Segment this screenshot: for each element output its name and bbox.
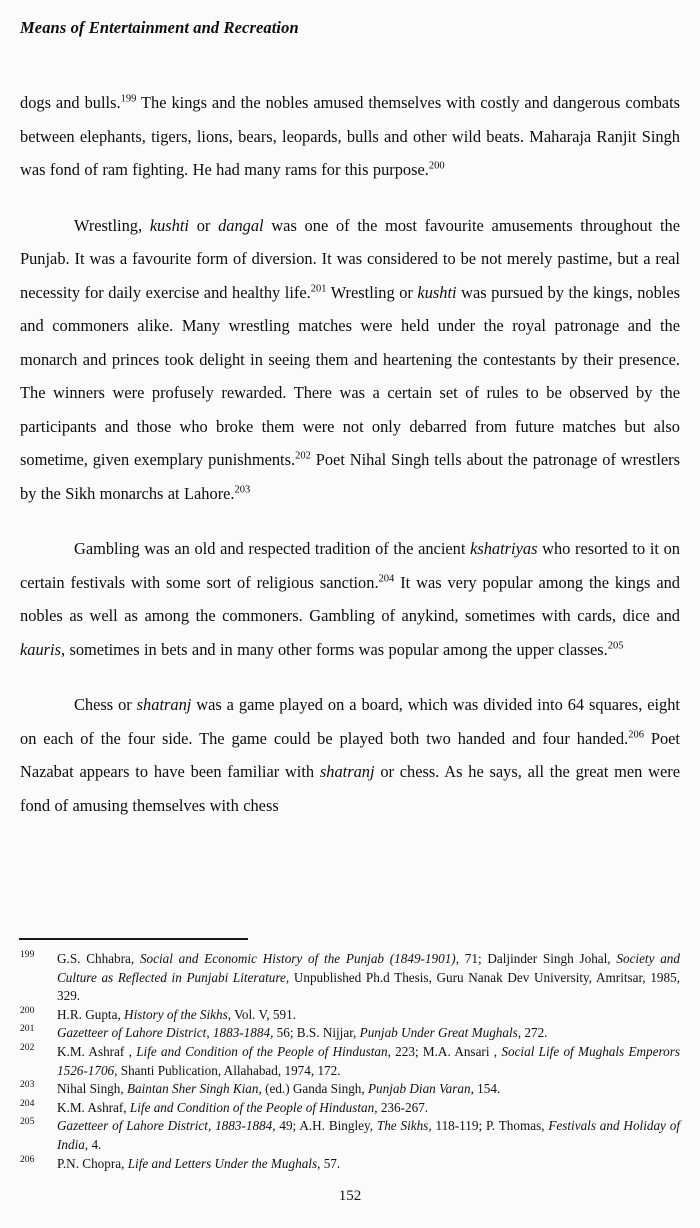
italic-term: Social and Economic History of the Punjab (1849-1901) [139,951,456,966]
italic-term: Punjab Under Great Mughals [359,1025,518,1041]
body-paragraph [20,209,680,511]
footnote-number: 199 [20,949,35,960]
footnote-entry [20,1024,680,1043]
italic-term: kushti [417,282,457,302]
footnote-text [57,950,680,1006]
footnote-marker: 205 [607,640,624,652]
text-run: H.R. Gupta, [57,1006,125,1022]
text-run: , 118-119; P. Thomas, [428,1118,549,1134]
text-run: The kings and the nobles amused themselves with costly and dangerous combats between elephants, tigers, lions, bears, leopards, bulls and other wild beats. Maharaja Ranjit Singh was fond of ram fighting. He had many rams for this purpose. [20,93,680,179]
text-run: Gambling was an old and respected tradition of the ancient [74,539,471,558]
text-run: Poet Nihal Singh tells about the patronage of wrestlers by the Sikh monarchs at Lahore. [20,450,680,503]
footnote-number: 202 [20,1041,35,1053]
footnote-number: 205 [20,1116,35,1128]
footnote-number: 203 [20,1079,35,1091]
text-run: Unpublished Ph.d Thesis, Guru Nanak Dev University, Amritsar, 1985, 329. [57,969,680,1004]
footnote-number: 206 [20,1153,35,1165]
footnote-number: 201 [20,1023,35,1035]
italic-term: Gazetteer of Lahore District, 1883-1884 [57,1025,271,1041]
footnote-entry [20,1080,680,1099]
text-run: Poet Nazabat appears to have been familiar with [20,728,680,781]
footnote-text [57,1043,680,1080]
text-run: , 236-267. [374,1099,429,1115]
footnote-text [57,1155,680,1174]
italic-term: Society and Culture as Reflected in Punjabi Literature, [57,951,680,985]
text-run: , 49; A.H. Bingley, [272,1118,377,1134]
italic-term: shatranj [319,762,375,781]
text-run: , 56; B.S. Nijjar, [270,1025,360,1041]
text-run: , 154. [470,1081,501,1097]
italic-term: kushti [149,215,189,235]
text-run: who resorted to it on certain festivals with some sort of religious sanction. [20,539,680,592]
footnote-entry [20,1155,680,1174]
italic-term: shatranj [136,695,192,714]
footnote-entry [20,1117,680,1154]
footnote-marker: 201 [310,283,327,295]
italic-term: Life and Condition of the People of Hindustan [129,1099,375,1115]
text-run: K.M. Ashraf , [57,1043,137,1059]
italic-term: dangal [218,215,264,235]
text-run: , sometimes in bets and in many other forms was popular among the upper classes. [60,639,608,659]
footnote-entry [20,950,680,1006]
italic-term: Social Life of Mughals Emperors 1526-1706 [57,1043,681,1078]
body-paragraph [20,86,680,187]
footnote-marker: 200 [428,160,445,172]
text-run: was one of the most favourite amusements throughout the Punjab. It was a favourite form of diversion. It was considered to be not merely pastime, but a real necessity for daily exercise and healthy life. [20,215,680,302]
text-run: , 57. [317,1155,341,1171]
text-run: It was very popular among the kings and nobles as well as among the commoners. Gambling of anykind, sometimes with cards, dice and [20,572,680,625]
footnote-separator-rule [19,938,248,940]
footnote-marker: 206 [628,729,644,741]
italic-term: Punjab Dian Varan [368,1081,471,1097]
footnote-number: 200 [20,1004,35,1016]
footnote-marker: 203 [234,484,251,496]
text-run: , 4. [84,1136,102,1152]
text-run: , 272. [517,1025,548,1041]
footnote-text [57,1006,680,1025]
text-run: G.S. Chhabra, [57,951,140,966]
italic-term: kshatriyas [470,539,538,558]
running-head: Means of Entertainment and Recreation [20,18,299,37]
footnote-entry [20,1099,680,1118]
footnote-number: 204 [20,1097,35,1109]
text-run: dogs and bulls. [20,93,121,112]
text-run: , 71; Daljinder Singh Johal, [455,951,617,966]
body-paragraph [20,688,680,822]
footnote-marker: 202 [295,450,311,462]
footnote-entry [20,1043,680,1080]
footnote-text [57,1099,680,1118]
text-run: Wrestling, [74,215,150,235]
text-run: , Vol. V, 591. [227,1006,297,1022]
italic-term: The Sikhs [376,1118,429,1134]
text-run: Wrestling or [326,282,418,302]
italic-term: History of the Sikhs [124,1006,228,1022]
text-run: P.N. Chopra, [57,1155,128,1171]
body-text-block [20,86,680,822]
text-run: (ed.) Ganda Singh, [261,1081,368,1097]
footnote-text [57,1080,680,1099]
footnote-marker: 199 [120,93,137,105]
footnote-entry [20,1006,680,1025]
italic-term: kauris [20,639,61,659]
text-run: , 223; M.A. Ansari , [387,1043,502,1059]
footnote-text [57,1024,680,1043]
footnote-marker: 204 [378,573,395,585]
text-run: or [188,215,219,235]
text-run: Nihal Singh, [57,1081,127,1097]
text-run: Chess or [74,695,137,714]
italic-term: Life and Condition of the People of Hindustan [136,1043,388,1059]
text-run: was a game played on a board, which was divided into 64 squares, eight on each of the four side. The game could be played both two handed and four handed. [20,695,680,748]
italic-term: Baintan Sher Singh Kian, [126,1081,262,1097]
text-run: was pursued by the kings, nobles and commoners alike. Many wrestling matches were held under the royal patronage and the monarch and princes took delight in seeing them and heartening the contestants by their presence. The winners were profusely rewarded. There was a certain set of rules to be observed by the participants and those who broke them were not only debarred from future matches but also sometime, given exemplary punishments. [20,282,681,469]
page-number: 152 [338,1188,362,1204]
text-run: K.M. Ashraf, [57,1099,130,1115]
text-run: or chess. As he says, all the great men were fond of amusing themselves with chess [20,762,680,815]
italic-term: Gazetteer of Lahore District, 1883-1884 [57,1118,273,1134]
italic-term: Life and Letters Under the Mughals [127,1155,318,1171]
text-run: , Shanti Publication, Allahabad, 1974, 172. [114,1062,341,1078]
body-paragraph [20,532,680,666]
italic-term: Festivals and Holiday of India [57,1118,680,1152]
footnote-list [20,950,680,1173]
footnote-text [57,1117,680,1154]
